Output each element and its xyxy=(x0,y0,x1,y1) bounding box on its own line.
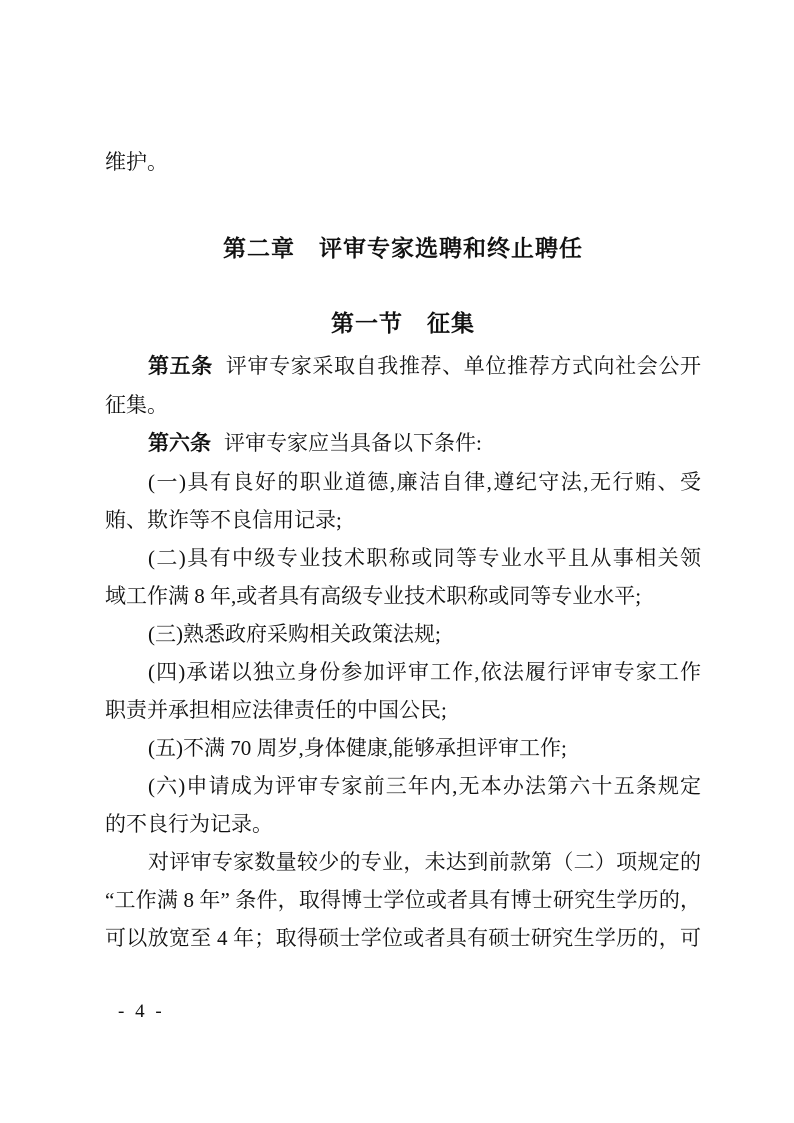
body-line: 对评审专家数量较少的专业，未达到前款第（二）项规定的 xyxy=(148,850,701,874)
body-line: 可以放宽至 4 年；取得硕士学位或者具有硕士研究生学历的，可 xyxy=(105,926,701,950)
body-line: 征集。 xyxy=(105,393,168,417)
page-number: - 4 - xyxy=(118,1001,165,1022)
body-line: 职责并承担相应法律责任的中国公民; xyxy=(105,698,447,722)
body-line: 第六条 评审专家应当具备以下条件: xyxy=(148,431,482,455)
body-line: (二)具有中级专业技术职称或同等专业水平且从事相关领 xyxy=(148,546,701,570)
body-line: (五)不满 70 周岁,身体健康,能够承担评审工作; xyxy=(148,736,567,760)
body-line: “工作满 8 年” 条件，取得博士学位或者具有博士研究生学历的， xyxy=(105,888,701,912)
body-text xyxy=(105,347,701,957)
body-line: (四)承诺以独立身份参加评审工作,依法履行评审专家工作 xyxy=(148,660,701,684)
article-number-label: 第五条 xyxy=(148,355,213,378)
body-line: 贿、欺诈等不良信用记录; xyxy=(105,508,342,532)
section-heading: 第一节 征集 xyxy=(331,310,475,336)
body-line: 域工作满 8 年,或者具有高级专业技术职称或同等专业水平; xyxy=(105,584,642,608)
body-line: 第五条 评审专家采取自我推荐、单位推荐方式向社会公开 xyxy=(148,354,701,378)
body-line: (三)熟悉政府采购相关政策法规; xyxy=(148,622,441,646)
article-number-label: 第六条 xyxy=(148,432,211,455)
body-line: (一)具有良好的职业道德,廉洁自律,遵纪守法,无行贿、受 xyxy=(148,470,701,494)
page-content xyxy=(105,143,701,957)
chapter-heading: 第二章 评审专家选聘和终止聘任 xyxy=(223,235,583,261)
body-line: (六)申请成为评审专家前三年内,无本办法第六十五条规定 xyxy=(148,774,701,798)
body-line: 的不良行为记录。 xyxy=(105,812,273,836)
paragraph-continuation-line: 维护。 xyxy=(105,150,168,174)
